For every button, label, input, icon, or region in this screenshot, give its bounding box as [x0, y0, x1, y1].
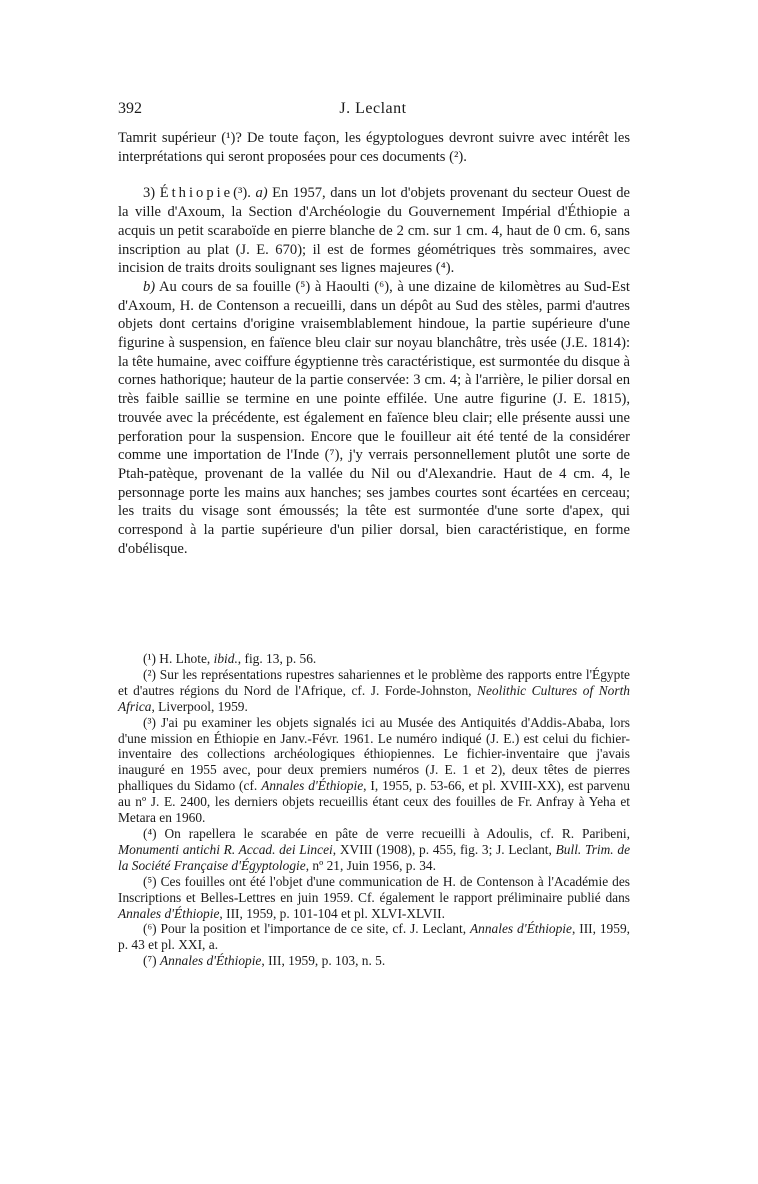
footnote-italic: Annales d'Éthiopie — [159, 953, 262, 969]
paragraph-3-text: Au cours de sa fouille (⁵) à Haoulti (⁶), à une dizaine de kilomètres au Sud-Est d'Axoum, H. de Contenson a recueilli, dans un dépôt au Sud des stèles, parmi d'autres objets dont certains d'origine vraisemblablement hindoue, la partie supérieure d'une figurine à suspension, en faïence bleu clair sur noyau blanchâtre, très usée (J.E. 1814): la tête humaine, avec coiffure égyptienne très caractéristique, est surmontée du disque à cornes hathorique; hauteur de la partie conservée: 3 cm. 4; à l'arrière, le pilier dorsal en très faible saillie se termine en une pointe effilée. Une autre figurine (J. E. 1815), trouvée avec la précédente, est également en faïence bleu clair; elle présente aussi une perforation pour la suspension. Encore que le fouilleur ait été tenté de la considérer comme une importation de l'Inde (⁷), j'y verrais personnellement plutôt une sorte de Ptah-patèque, provenant de la vallée du Nil ou d'Alexandrie. Haut de 4 cm. 4, le personnage porte les mains aux hanches; ses jambes courtes sont écartées en cerceau; les traits du visage sont émoussés; la tête est surmontée d'une sorte d'apex, qui correspond à la partie supérieure d'un pilier dorsal, bien caractéristique, en forme d'obélisque. — [118, 278, 630, 557]
footnote-7 — [118, 953, 630, 969]
footnote-text: , Liverpool, 1959. — [151, 698, 248, 714]
section-number: 3) — [143, 185, 156, 202]
paragraph-ethiopie-a — [118, 184, 630, 278]
footnote-3 — [118, 715, 630, 826]
footnote-mark: (⁵) — [143, 873, 157, 889]
footnote-text: , III, 1959, p. 43 et pl. XXI, a. — [118, 921, 630, 953]
paragraph-2-text: En 1957, dans un lot d'objets provenant du secteur Ouest de la ville d'Axoum, la Section d'Archéologie du Gouvernement Impérial d'Éthiopie a acquis un petit scaraboïde en pierre blanche de 2 cm. sur 1 cm. 4, haut de 0 cm. 6, sans inscription au plat (J. E. 670); il est de formes géométriques très sommaires, avec incision de traits droits soulignant ses lignes majeures (⁴). — [118, 185, 631, 277]
paragraph-1-text: Tamrit supérieur (¹)? De toute façon, les égyptologues devront suivre avec intérêt les interprétations qui seront proposées pour ces documents (²). — [118, 130, 630, 165]
footnote-italic: ibid. — [213, 651, 238, 666]
footnote-text: Pour la position et l'importance de ce site, cf. J. Leclant, — [160, 921, 467, 937]
footnote-text: Sur les représentations rupestres sahariennes et le problème des rapports entre l'Égypte et d'autres régions du Nord de l'Afrique, cf. J. Forde-Johnston, — [118, 666, 630, 698]
footnote-text: Ces fouilles ont été l'objet d'une communication de H. de Contenson à l'Académie des Inscriptions et Belles-Lettres en juin 1959. Cf. également le rapport préliminaire publié dans — [118, 873, 630, 905]
footnote-mark: (¹) — [143, 651, 156, 666]
footnote-italic: Annales d'Éthiopie — [118, 905, 220, 921]
footnote-text: , nº 21, Juin 1956, p. 34. — [305, 857, 436, 873]
item-a-label: a) — [255, 185, 268, 202]
footnote-text: , I, 1955, p. 53-66, et pl. XVIII-XX), est parvenu au nº J. E. 2400, les derniers objets recueillis étant ceux des fouilles de Fr. Anfray à Yeha et Metara en 1960. — [118, 778, 630, 826]
footnote-2 — [118, 667, 630, 715]
footnote-text: , fig. 13, p. 56. — [237, 651, 317, 666]
footnote-text: , XVIII (1908), p. 455, fig. 3; J. Leclant, — [332, 841, 552, 857]
footnote-text: H. Lhote, — [159, 651, 211, 666]
footnote-text: On rapellera le scarabée en pâte de verre recueilli à Adoulis, cf. R. Paribeni, — [164, 825, 630, 841]
footnotes — [118, 651, 630, 969]
footnote-1 — [118, 651, 630, 667]
footnote-italic: Bull. Trim. de la Société Française d'Égyptologie — [118, 841, 631, 873]
footnote-mark: (²) — [143, 666, 156, 682]
footnote-text: J'ai pu examiner les objets signalés ici au Musée des Antiquités d'Addis-Ababa, lors d'une mission en Éthiopie en Janv.-Févr. 1961. Le numéro indiqué (J. E.) est celui du fichier-inventaire des collections archéologiques éthiopiennes. Le fichier-inventaire que j'avais inauguré en 1955 avec, pour deux premiers numéros (J. E. 1 et 2), deux têtes de pierres phalliques du Sidamo (cf. — [118, 714, 630, 794]
paragraph-1 — [118, 129, 630, 166]
footnote-italic: Neolithic Cultures of North Africa — [118, 682, 630, 714]
footnote-6 — [118, 921, 630, 953]
paragraph-ethiopie-b — [118, 278, 630, 559]
footnote-text: , III, 1959, p. 103, n. 5. — [261, 953, 386, 969]
running-head-author: J. Leclant — [339, 100, 407, 117]
footnote-mark: (⁴) — [143, 825, 157, 841]
page-number: 392 — [118, 100, 142, 117]
footnote-mark: (³) — [143, 714, 156, 730]
footnote-4 — [118, 826, 630, 874]
item-b-label: b) — [143, 278, 156, 295]
running-head — [118, 100, 628, 122]
footnote-mark: (⁷) — [143, 953, 157, 969]
section-note-ref: (³). — [233, 185, 251, 202]
footnote-italic: Monumenti antichi R. Accad. dei Lincei — [118, 841, 333, 857]
footnote-italic: Annales d'Éthiopie — [261, 778, 364, 794]
footnote-mark: (⁶) — [143, 921, 157, 937]
footnote-text: , III, 1959, p. 101-104 et pl. XLVI-XLVII. — [219, 905, 445, 921]
footnote-italic: Annales d'Éthiopie — [469, 921, 572, 937]
footnote-5 — [118, 874, 630, 922]
section-title: Éthiopie — [159, 185, 234, 202]
body-text — [118, 129, 630, 558]
